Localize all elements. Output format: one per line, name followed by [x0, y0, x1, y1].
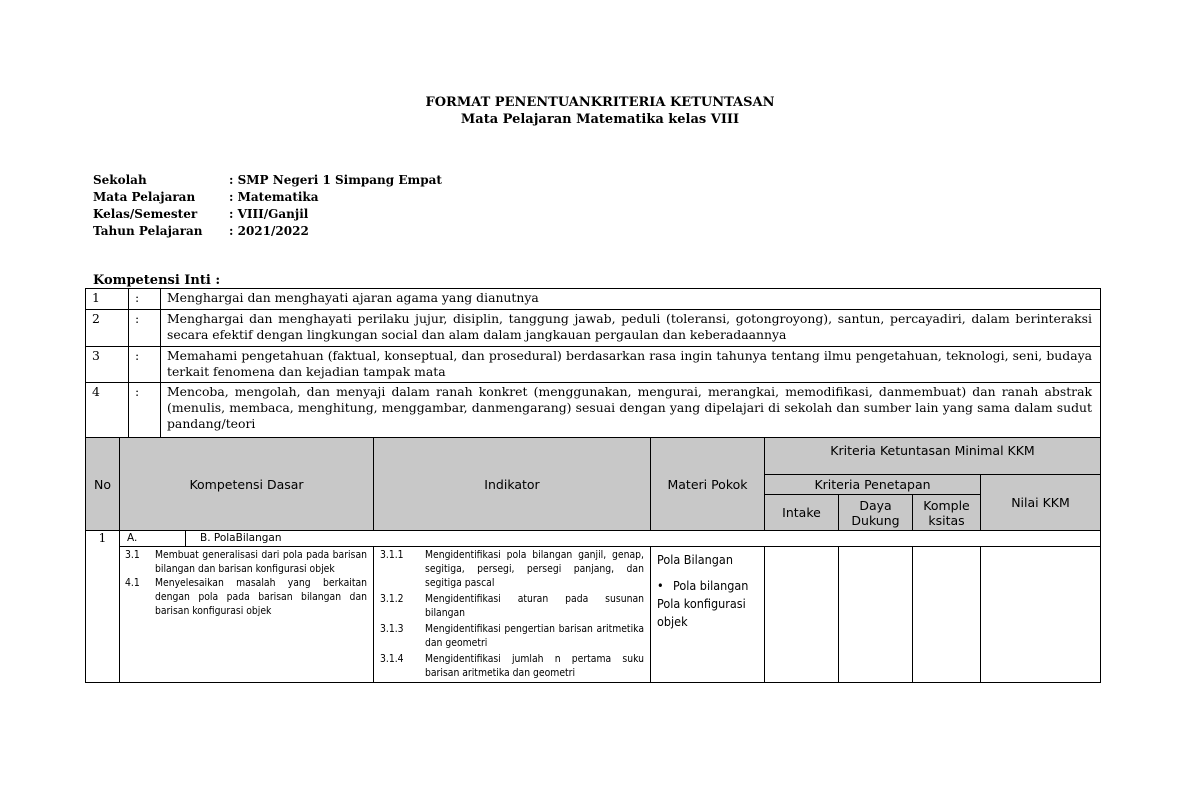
ki-text: Menghargai dan menghayati perilaku jujur, disiplin, tanggung jawab, peduli (toleransi, gotongroyong), santun, percayadiri, dalam berinteraksi secara efektif dengan lingkungan social dan alam dalam jangkauan pergaulan dan keberadaannya — [161, 310, 1101, 347]
intake-value — [765, 547, 839, 683]
section-bar — [120, 531, 1101, 547]
table-row — [86, 310, 1101, 347]
indikator-text: Mengidentifikasi aturan pada susunan bilangan — [425, 593, 644, 619]
info-row-class — [93, 206, 442, 223]
section-a-label: A. — [120, 531, 186, 546]
materi-title: Pola Bilangan — [657, 552, 733, 567]
materi-item — [657, 577, 760, 595]
bullet-icon: • — [657, 578, 664, 593]
header-indikator: Indikator — [374, 438, 651, 531]
indikator-number: 3.1.4 — [380, 653, 404, 665]
kd-number: 4.1 — [125, 577, 140, 589]
ki-number: 2 — [86, 310, 129, 347]
info-value: : Matematika — [229, 190, 319, 204]
ki-number: 4 — [86, 383, 129, 438]
table-row — [86, 531, 1101, 547]
ki-text: Memahami pengetahuan (faktual, konseptual, dan prosedural) berdasarkan rasa ingin tahunya tentang ilmu pengetahuan, teknologi, seni, budaya terkait fenomena dan kejadian tampak mata — [161, 347, 1101, 383]
ki-number: 3 — [86, 347, 129, 383]
ki-colon: : — [129, 289, 161, 310]
header-kkm: Kriteria Ketuntasan Minimal KKM — [765, 438, 1101, 475]
ki-heading: Kompetensi Inti : — [93, 273, 221, 288]
header-row — [86, 438, 1101, 475]
header-no: No — [86, 438, 120, 531]
kompleksitas-value — [913, 547, 981, 683]
header-kriteria: Kriteria Penetapan — [765, 475, 981, 495]
school-info — [93, 172, 442, 240]
daya-dukung-value — [839, 547, 913, 683]
materi-item: Pola konfigurasi objek — [657, 596, 746, 629]
document-subtitle: Mata Pelajaran Matematika kelas VIII — [460, 112, 740, 127]
section-b-label: B. PolaBilangan — [200, 532, 282, 544]
indikator-number: 3.1.2 — [380, 593, 404, 605]
info-label: Tahun Pelajaran — [93, 224, 203, 238]
indikator-number: 3.1.3 — [380, 623, 404, 635]
table-row — [86, 289, 1101, 310]
info-value: : SMP Negeri 1 Simpang Empat — [229, 173, 442, 187]
materi-cell — [651, 547, 765, 683]
kd-text: Menyelesaikan masalah yang berkaitan dengan pola pada barisan bilangan dan barisan konfigurasi objek — [155, 577, 367, 617]
header-kd: Kompetensi Dasar — [120, 438, 374, 531]
info-row-year — [93, 223, 442, 240]
document-title: FORMAT PENENTUANKRITERIA KETUNTASAN — [425, 95, 775, 110]
ki-text: Mencoba, mengolah, dan menyaji dalam ranah konkret (menggunakan, mengurai, merangkai, memodifikasi, danmembuat) dan ranah abstrak (menulis, membaca, menghitung, menggambar, danmengarang) sesuai dengan yang dipelajari di sekolah dan sumber lain yang sama dalam sudut pandang/teori — [161, 383, 1101, 438]
header-materi: Materi Pokok — [651, 438, 765, 531]
list-item — [125, 548, 367, 576]
indikator-cell — [374, 547, 651, 683]
ki-number: 1 — [86, 289, 129, 310]
table-row — [86, 547, 1101, 683]
basic-competency-table — [85, 437, 1101, 683]
list-item — [380, 622, 644, 650]
ki-colon: : — [129, 310, 161, 347]
kd-number: 3.1 — [125, 549, 140, 561]
header-kompleksitas: Komple ksitas — [913, 495, 981, 531]
list-item — [380, 592, 644, 620]
materi-item-text: Pola bilangan — [673, 578, 749, 593]
info-label: Kelas/Semester — [93, 207, 198, 221]
info-value: : VIII/Ganjil — [229, 207, 309, 221]
info-label: Sekolah — [93, 173, 147, 187]
ki-colon: : — [129, 383, 161, 438]
core-competency-table — [85, 288, 1101, 438]
kd-cell — [120, 547, 374, 683]
table-row — [86, 347, 1101, 383]
table-row — [86, 383, 1101, 438]
nilai-kkm-value — [981, 547, 1101, 683]
list-item — [125, 576, 367, 618]
info-label: Mata Pelajaran — [93, 190, 196, 204]
kd-text: Membuat generalisasi dari pola pada barisan bilangan dan barisan konfigurasi objek — [155, 549, 367, 575]
header-intake: Intake — [765, 495, 839, 531]
list-item — [380, 652, 644, 680]
indikator-text: Mengidentifikasi pengertian barisan aritmetika dan geometri — [425, 623, 644, 649]
ki-text: Menghargai dan menghayati ajaran agama yang dianutnya — [161, 289, 1101, 310]
info-row-subject — [93, 189, 442, 206]
info-row-school — [93, 172, 442, 189]
indikator-number: 3.1.1 — [380, 549, 404, 561]
row-number: 1 — [86, 531, 120, 683]
header-nilai: Nilai KKM — [981, 475, 1101, 531]
list-item — [380, 548, 644, 590]
header-daya-dukung: Daya Dukung — [839, 495, 913, 531]
indikator-text: Mengidentifikasi jumlah n pertama suku barisan aritmetika dan geometri — [425, 653, 644, 679]
ki-colon: : — [129, 347, 161, 383]
info-value: : 2021/2022 — [229, 224, 309, 238]
indikator-text: Mengidentifikasi pola bilangan ganjil, genap, segitiga, persegi, persegi panjang, dan segitiga pascal — [425, 549, 644, 589]
